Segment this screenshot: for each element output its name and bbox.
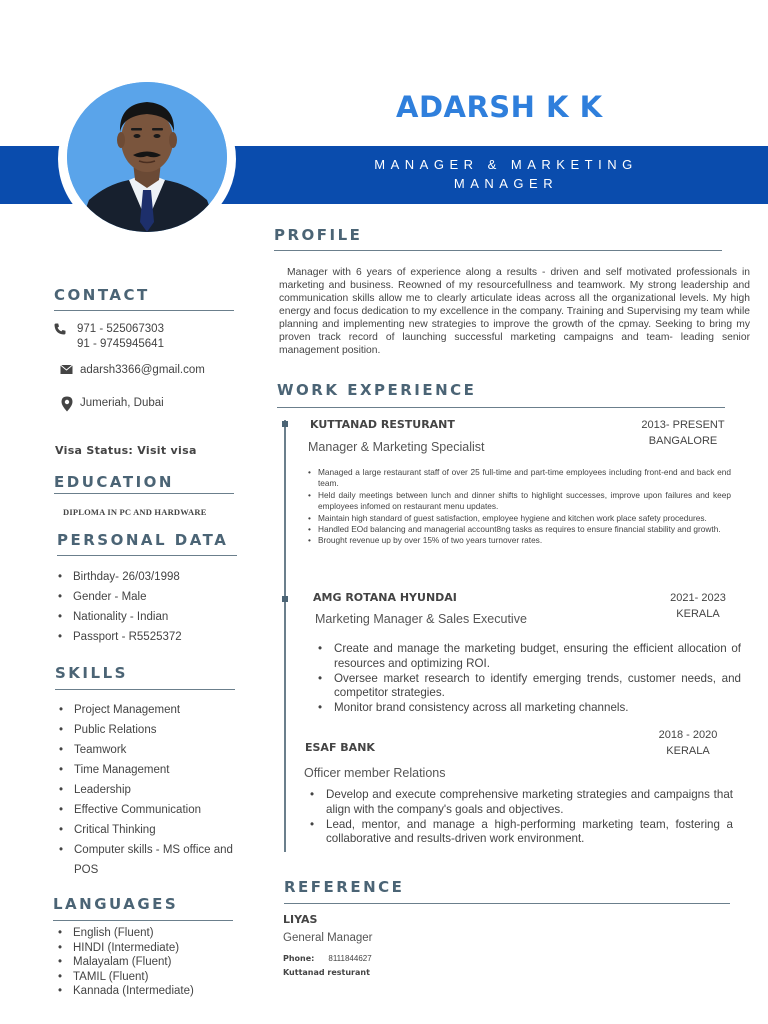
list-item: • English (Fluent)	[56, 926, 194, 941]
list-item: • Project Management	[57, 700, 237, 720]
languages-heading: LANGUAGES	[53, 895, 179, 913]
reference-phone	[283, 954, 372, 963]
reference-position: General Manager	[283, 932, 373, 944]
list-item: • Birthday- 26/03/1998	[56, 567, 182, 587]
profile-photo	[67, 82, 227, 232]
list-item: • Monitor brand consistency across all marketing channels.	[316, 701, 741, 716]
contact-heading: CONTACT	[54, 286, 150, 304]
skills-heading: SKILLS	[55, 664, 128, 682]
contact-divider	[54, 310, 234, 311]
list-item: • Nationality - Indian	[56, 607, 182, 627]
job-dates	[636, 417, 730, 449]
job-period: 2013- PRESENT	[641, 419, 725, 431]
profile-divider	[274, 250, 722, 251]
reference-phone-label: Phone:	[283, 954, 315, 963]
personal-data-heading: PERSONAL DATA	[57, 531, 229, 549]
languages-list	[56, 926, 194, 999]
location-text: Jumeriah, Dubai	[80, 397, 164, 409]
reference-name: LIYAS	[283, 913, 318, 926]
list-item: • Teamwork	[57, 740, 237, 760]
reference-organization: Kuttanad resturant	[283, 968, 370, 977]
phone-number-2: 91 - 9745945641	[77, 338, 164, 350]
candidate-name: ADARSH K K	[396, 90, 603, 124]
list-item: • TAMIL (Fluent)	[56, 970, 194, 985]
list-item: • Leadership	[57, 780, 237, 800]
phone-number-1: 971 - 525067303	[77, 323, 164, 335]
profile-heading: PROFILE	[274, 226, 363, 244]
list-item: • Maintain high standard of guest satisfaction, employee hygiene and kitchen work place safety procedures.	[308, 513, 731, 524]
mail-icon	[60, 364, 73, 375]
job-company: KUTTANAD RESTURANT	[310, 418, 455, 431]
skills-list	[57, 700, 237, 880]
list-item: • Passport - R5525372	[56, 627, 182, 647]
education-divider	[54, 493, 234, 494]
timeline-marker	[282, 421, 288, 427]
reference-divider	[284, 903, 730, 904]
job-location: KERALA	[676, 608, 720, 620]
list-item: • Gender - Male	[56, 587, 182, 607]
job-company: ESAF BANK	[305, 741, 375, 754]
list-item: • Time Management	[57, 760, 237, 780]
list-item: • Brought revenue up by over 15% of two years turnover rates.	[308, 535, 731, 546]
email-address: adarsh3366@gmail.com	[80, 364, 205, 376]
profile-summary: Manager with 6 years of experience along a results - driven and self motivated professionals in marketing and business. Reowned of my resourcefullness and teamwork. My strong leadership and communication skills allow me to clearly articulate ideas across all the organizational levels. My high energy and focus dedication to my excellence in the company. Training and Supervising my team while planning and implementing new strategies to improve the growth of the cpmay. Seeking to bring my proven track record of launching successful marketing campaigns and team- leading senior management position.	[279, 267, 750, 356]
job-role: Officer member Relations	[304, 766, 446, 780]
job-location: KERALA	[666, 745, 710, 757]
list-item: • Held daily meetings between lunch and dinner shifts to highlight successes, improve upon failures and keep employees infomed on restaurant menu updates.	[308, 490, 731, 513]
list-item: • Kannada (Intermediate)	[56, 984, 194, 999]
list-item: • Public Relations	[57, 720, 237, 740]
job-company: AMG ROTANA HYUNDAI	[313, 591, 457, 604]
job-role: Manager & Marketing Specialist	[308, 440, 485, 454]
list-item: • Effective Communication	[57, 800, 237, 820]
job-dates	[646, 727, 730, 759]
list-item: • Develop and execute comprehensive marketing strategies and campaigns that align with the company's goals and objectives.	[308, 788, 733, 818]
list-item: • Lead, mentor, and manage a high-performing marketing team, fostering a collaborative and results-driven work environment.	[308, 818, 733, 848]
job-location: BANGALORE	[648, 435, 718, 447]
experience-timeline	[284, 420, 286, 852]
personal-data-divider	[57, 555, 237, 556]
reference-heading: REFERENCE	[284, 878, 405, 896]
list-item: • Managed a large restaurant staff of over 25 full-time and part-time employees including front-end and back end team.	[308, 467, 731, 490]
personal-data-list	[56, 567, 182, 647]
job-period: 2021- 2023	[670, 592, 726, 604]
job-dates	[656, 590, 740, 622]
list-item: • HINDI (Intermediate)	[56, 941, 194, 956]
job-title-line-1: MANAGER & MARKETING	[374, 157, 638, 172]
work-experience-divider	[277, 407, 725, 408]
languages-divider	[53, 920, 233, 921]
phone-icon	[53, 322, 67, 336]
list-item: • Computer skills - MS office and POS	[57, 840, 237, 880]
list-item: • Critical Thinking	[57, 820, 237, 840]
job-duties-list	[308, 467, 731, 547]
list-item: • Malayalam (Fluent)	[56, 955, 194, 970]
location-pin-icon	[61, 396, 73, 412]
job-role: Marketing Manager & Sales Executive	[315, 612, 527, 626]
list-item: • Oversee market research to identify emerging trends, customer needs, and competitor strategies.	[316, 672, 741, 702]
education-heading: EDUCATION	[54, 473, 174, 491]
work-experience-heading: WORK EXPERIENCE	[277, 381, 477, 399]
skills-divider	[55, 689, 235, 690]
job-title	[346, 155, 666, 193]
job-duties-list	[308, 788, 733, 847]
list-item: • Handled EOd balancing and managerial account8ng tasks as requires to ensure financial stability and growth.	[308, 524, 731, 535]
visa-status: Visa Status: Visit visa	[55, 444, 197, 457]
job-duties-list	[316, 642, 741, 716]
list-item: • Create and manage the marketing budget, ensuring the efficient allocation of resources and optimizing ROI.	[316, 642, 741, 672]
job-period: 2018 - 2020	[658, 729, 718, 741]
job-title-line-2: MANAGER	[453, 176, 559, 191]
portrait-image	[67, 82, 227, 232]
education-degree: DIPLOMA IN PC AND HARDWARE	[63, 507, 207, 517]
timeline-marker	[282, 596, 288, 602]
reference-phone-number: 8111844627	[328, 954, 372, 963]
